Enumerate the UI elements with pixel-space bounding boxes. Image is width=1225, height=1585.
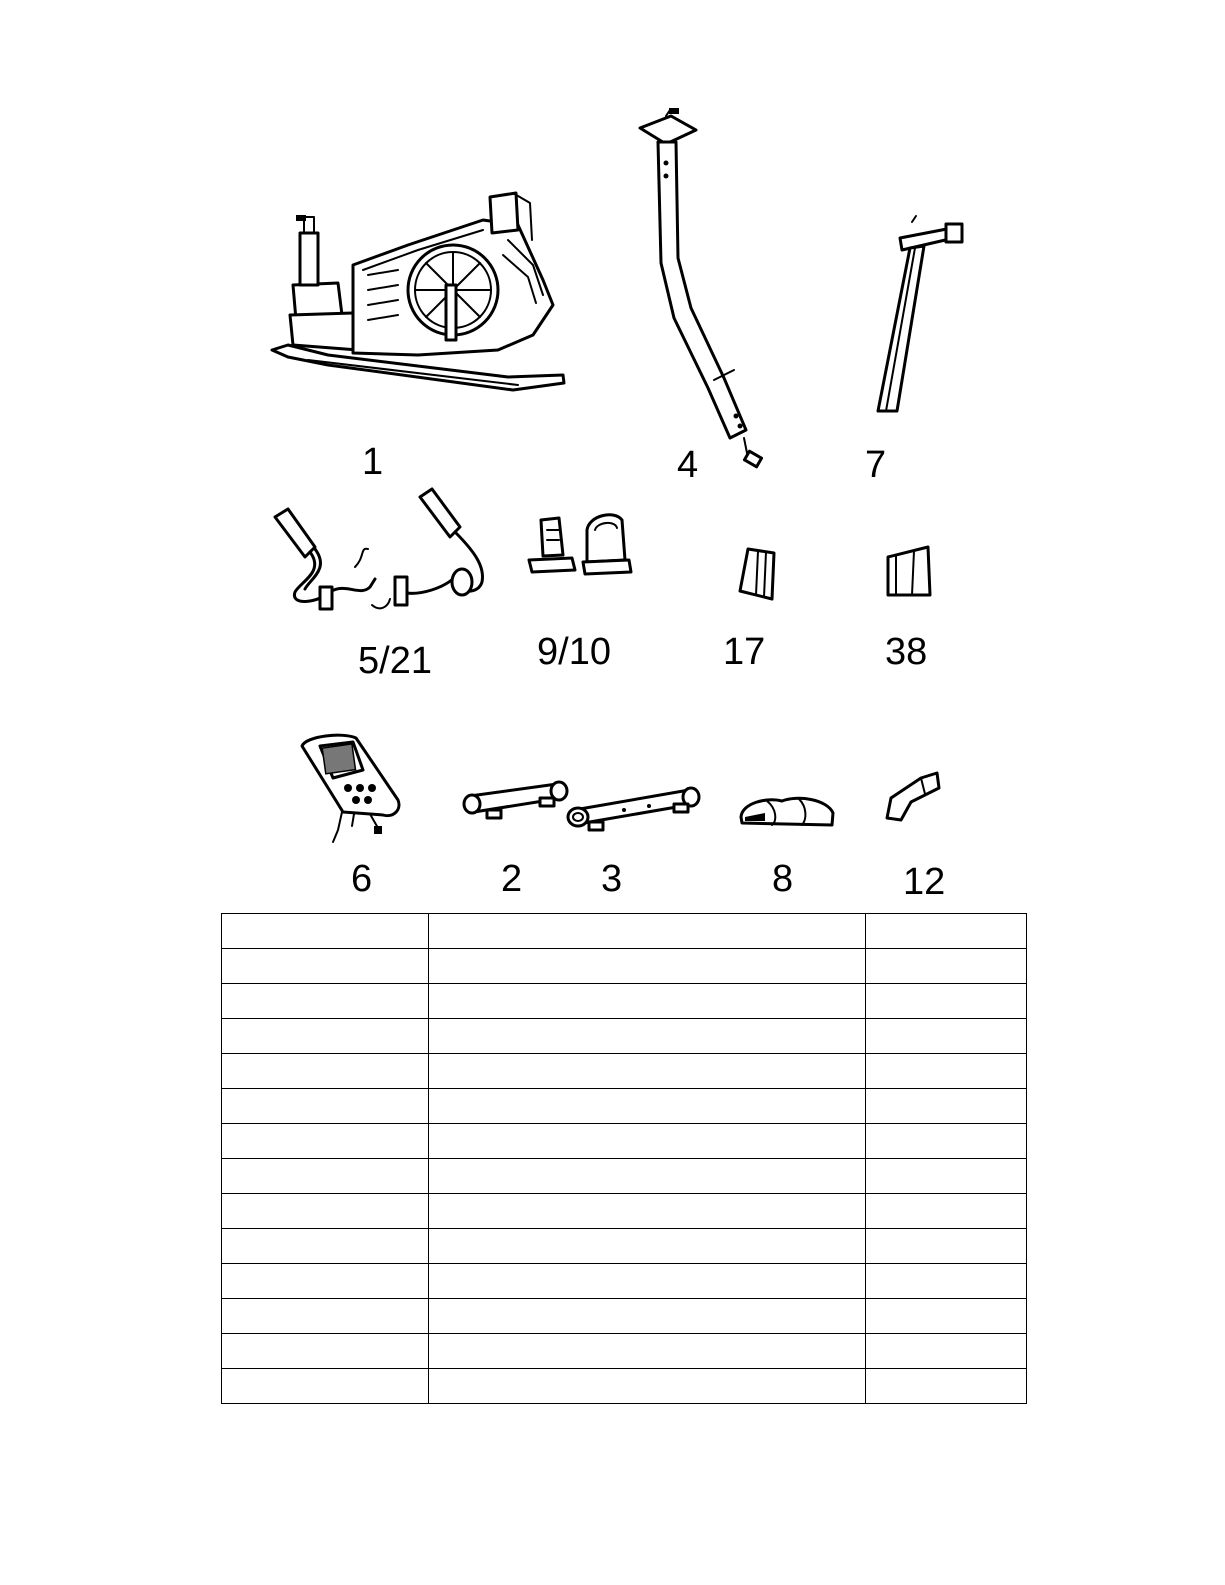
handlebars-icon	[270, 487, 500, 622]
table-cell	[866, 1334, 1027, 1369]
table-cell	[429, 1054, 866, 1089]
table-row	[222, 1369, 1027, 1404]
table-row	[222, 984, 1027, 1019]
table-cell	[429, 984, 866, 1019]
part-3-label: 3	[601, 858, 623, 900]
table-cell	[429, 1159, 866, 1194]
part-2-label: 2	[501, 858, 523, 900]
table-cell	[429, 949, 866, 984]
table-cell	[866, 1229, 1027, 1264]
table-cell	[866, 1264, 1027, 1299]
seat-icon	[737, 795, 837, 830]
table-row	[222, 1124, 1027, 1159]
table-cell	[429, 1089, 866, 1124]
handlebar-post-icon	[636, 108, 771, 473]
table-cell	[222, 1054, 429, 1089]
part-8-label: 8	[772, 858, 794, 900]
parts-table	[221, 913, 1027, 1404]
part-1-label: 1	[362, 441, 384, 483]
table-cell	[429, 1124, 866, 1159]
table-cell	[866, 1054, 1027, 1089]
table-cell	[866, 1159, 1027, 1194]
table-cell	[222, 1334, 429, 1369]
table-cell	[429, 1369, 866, 1404]
part-7-label: 7	[865, 444, 887, 486]
table-cell	[866, 1299, 1027, 1334]
table-cell	[222, 1124, 429, 1159]
cap-38-icon	[884, 543, 934, 601]
table-cell	[866, 1369, 1027, 1404]
table-row	[222, 1299, 1027, 1334]
part-4-label: 4	[677, 444, 699, 486]
table-cell	[429, 1264, 866, 1299]
table-cell	[222, 914, 429, 949]
table-row	[222, 949, 1027, 984]
table-cell	[222, 1299, 429, 1334]
table-cell	[866, 1089, 1027, 1124]
table-row	[222, 1159, 1027, 1194]
table-cell	[222, 1369, 429, 1404]
table-row	[222, 1054, 1027, 1089]
table-cell	[222, 1089, 429, 1124]
cap-17-icon	[736, 545, 781, 603]
table-cell	[866, 949, 1027, 984]
table-cell	[866, 1019, 1027, 1054]
table-cell	[429, 914, 866, 949]
part-38-label: 38	[885, 631, 928, 673]
table-cell	[222, 1229, 429, 1264]
rear-stabilizer-icon	[564, 784, 704, 834]
cover-12-icon	[881, 768, 943, 826]
table-cell	[429, 1299, 866, 1334]
table-row	[222, 1089, 1027, 1124]
part-5-21-label: 5/21	[358, 640, 432, 682]
console-icon	[298, 730, 408, 848]
table-cell	[866, 914, 1027, 949]
table-cell	[866, 984, 1027, 1019]
part-9-10-label: 9/10	[537, 631, 611, 673]
table-cell	[222, 949, 429, 984]
table-row	[222, 1019, 1027, 1054]
table-cell	[222, 1194, 429, 1229]
table-cell	[866, 1194, 1027, 1229]
part-17-label: 17	[723, 631, 766, 673]
table-row	[222, 1229, 1027, 1264]
table-row	[222, 1194, 1027, 1229]
seat-post-icon	[872, 216, 967, 416]
table-cell	[222, 984, 429, 1019]
table-cell	[866, 1124, 1027, 1159]
table-row	[222, 914, 1027, 949]
table-cell	[429, 1019, 866, 1054]
table-cell	[222, 1264, 429, 1299]
pedals-icon	[527, 510, 632, 585]
table-cell	[429, 1194, 866, 1229]
front-stabilizer-icon	[462, 778, 572, 828]
table-cell	[222, 1159, 429, 1194]
table-row	[222, 1334, 1027, 1369]
table-cell	[429, 1334, 866, 1369]
part-12-label: 12	[903, 861, 946, 903]
main-frame-icon	[268, 185, 568, 400]
table-cell	[429, 1229, 866, 1264]
part-6-label: 6	[351, 858, 373, 900]
table-cell	[222, 1019, 429, 1054]
table-row	[222, 1264, 1027, 1299]
